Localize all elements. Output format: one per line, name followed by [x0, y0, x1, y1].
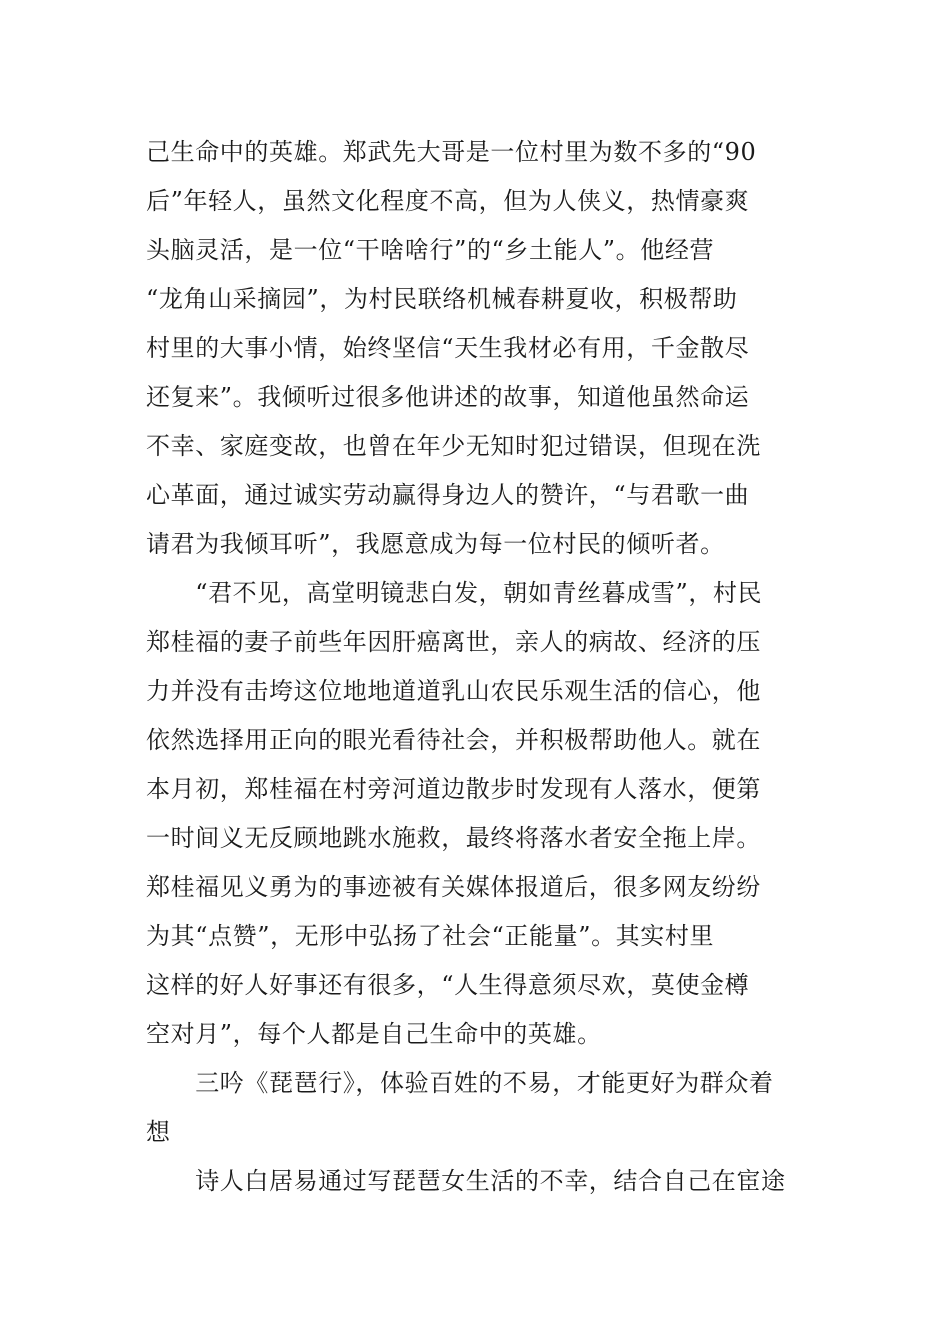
text-line: 依然选择用正向的眼光看待社会，并积极帮助他人。就在: [146, 726, 761, 754]
text-line: 心革面，通过诚实劳动赢得身边人的赞许，“与君歌一曲: [146, 481, 750, 509]
paragraph: [146, 1157, 808, 1206]
paragraph: [146, 569, 808, 1059]
text-line: 空对月”，每个人都是自己生命中的英雄。: [146, 1020, 602, 1048]
text-line: 己生命中的英雄。郑武先大哥是一位村里为数不多的“90: [146, 138, 757, 166]
text-line: 后”年轻人，虽然文化程度不高，但为人侠义，热情豪爽: [146, 187, 750, 215]
text-line: 想: [146, 1118, 171, 1146]
text-line: 力并没有击垮这位地地道道乳山农民乐观生活的信心，他: [146, 677, 761, 705]
text-line: “君不见，高堂明镜悲白发，朝如青丝暮成雪”，村民: [146, 579, 763, 607]
text-line: 还复来”。我倾听过很多他讲述的故事，知道他虽然命运: [146, 383, 750, 411]
section-heading: [146, 1059, 808, 1157]
text-line: 诗人白居易通过写琵琶女生活的不幸，结合自己在宦途: [146, 1167, 786, 1195]
text-line: “龙角山采摘园”，为村民联络机械春耕夏收，积极帮助: [146, 285, 738, 313]
text-line: 村里的大事小情，始终坚信“天生我材必有用，千金散尽: [146, 334, 750, 362]
text-line: 请君为我倾耳听”，我愿意成为每一位村民的倾听者。: [146, 530, 725, 558]
text-line: 郑桂福见义勇为的事迹被有关媒体报道后，很多网友纷纷: [146, 873, 761, 901]
text-line: 头脑灵活，是一位“干啥啥行”的“乡土能人”。他经营: [146, 236, 715, 264]
text-line: 为其“点赞”，无形中弘扬了社会“正能量”。其实村里: [146, 922, 715, 950]
text-line: 不幸、家庭变故，也曾在年少无知时犯过错误，但现在洗: [146, 432, 761, 460]
document-body: [146, 128, 808, 1206]
text-line: 这样的好人好事还有很多，“人生得意须尽欢，莫使金樽: [146, 971, 750, 999]
text-line: 郑桂福的妻子前些年因肝癌离世，亲人的病故、经济的压: [146, 628, 761, 656]
text-line: 本月初，郑桂福在村旁河道边散步时发现有人落水，便第: [146, 775, 761, 803]
text-line: 一时间义无反顾地跳水施救，最终将落水者安全拖上岸。: [146, 824, 761, 852]
text-line: 三吟《琵琶行》，体验百姓的不易，才能更好为群众着: [146, 1069, 774, 1097]
paragraph: [146, 128, 808, 569]
